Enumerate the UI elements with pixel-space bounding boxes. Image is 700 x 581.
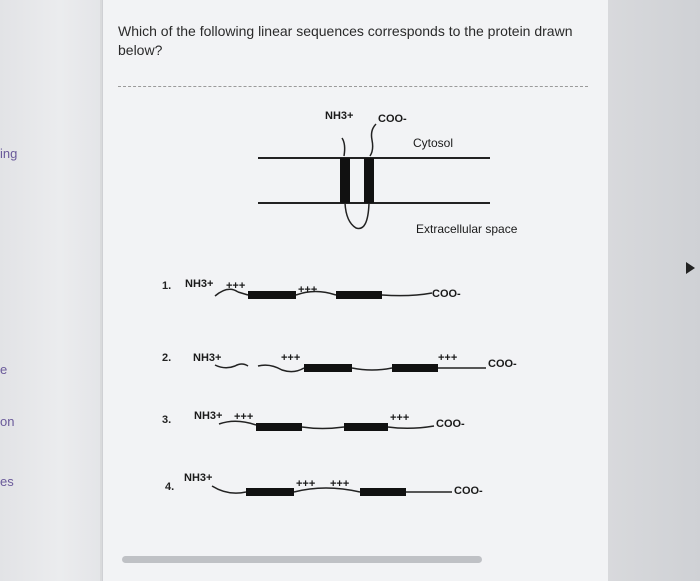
diagram-nh3-label: NH3+ (325, 110, 354, 122)
option3-helix-2 (344, 423, 388, 431)
question-text: Which of the following linear sequences corresponds to the protein drawn below? (118, 23, 573, 58)
option-1-number[interactable]: 1. (162, 280, 172, 292)
horizontal-scrollbar[interactable] (122, 556, 482, 563)
option1-helix-1 (248, 291, 296, 299)
sidebar-item-4[interactable]: es (0, 474, 14, 489)
option-2-plus-a: +++ (281, 352, 301, 364)
option-3-number[interactable]: 3. (162, 414, 172, 426)
option-1-plus-a: +++ (226, 280, 246, 292)
option-2-plus-b: +++ (438, 352, 458, 364)
cytosol-label: Cytosol (413, 136, 454, 150)
mouse-cursor-icon (686, 262, 695, 274)
sidebar-item-2[interactable]: e (0, 362, 8, 377)
option-3-plus-a: +++ (234, 411, 254, 423)
option3-helix-1 (256, 423, 302, 431)
option-3-nh3: NH3+ (194, 410, 223, 422)
option-1-plus-b: +++ (298, 284, 318, 296)
option-2-coo: COO- (488, 358, 517, 370)
option-1-coo: COO- (432, 288, 461, 300)
helix-2 (364, 158, 374, 203)
option-4-nh3: NH3+ (184, 472, 213, 484)
option-4-number[interactable]: 4. (165, 481, 175, 493)
option1-helix-2 (336, 291, 382, 299)
option-4-plus-b: +++ (330, 478, 350, 490)
option4-helix-1 (246, 488, 294, 496)
diagram-coo-label: COO- (378, 113, 407, 125)
option-2-number[interactable]: 2. (162, 352, 172, 364)
option4-helix-2 (360, 488, 406, 496)
sidebar-item-3[interactable]: on (0, 414, 15, 429)
extracellular-label: Extracellular space (416, 222, 518, 236)
option-1-nh3: NH3+ (185, 278, 214, 290)
option-4-coo: COO- (454, 485, 483, 497)
option2-helix-2 (392, 364, 438, 372)
sidebar-item-1[interactable]: ing (0, 146, 18, 161)
option-4-plus-a: +++ (296, 478, 316, 490)
option-3-coo: COO- (436, 418, 465, 430)
option-2-nh3: NH3+ (193, 352, 222, 364)
option2-helix-1 (304, 364, 352, 372)
extracellular-loop (345, 203, 369, 228)
option-3-plus-b: +++ (390, 412, 410, 424)
helix-1 (340, 158, 350, 203)
n-terminus-strand (342, 138, 345, 156)
c-terminus-strand (370, 124, 376, 156)
